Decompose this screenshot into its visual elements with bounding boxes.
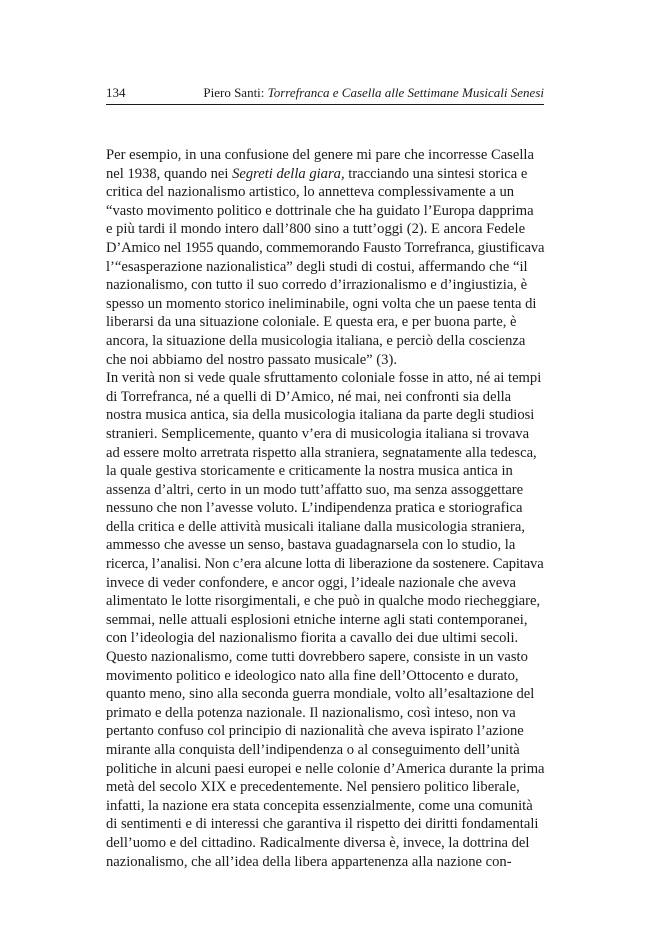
text-run: metà del secolo XIX e precedentemente. Nel pensiero politico liberale, bbox=[106, 779, 520, 796]
text-run: alimentato le lotte risorgimentali, e che può in qualche modo riecheggiare, bbox=[106, 593, 541, 610]
text-line bbox=[106, 853, 544, 872]
text-line bbox=[106, 778, 544, 797]
text-line bbox=[106, 667, 544, 686]
text-line bbox=[106, 220, 544, 239]
text-run: con l’ideologia del nazionalismo fiorita a cavallo dei due ultimi secoli. bbox=[106, 630, 519, 647]
text-run: D’Amico nel 1955 quando, commemorando Fausto Torrefranca, giustificava bbox=[106, 239, 545, 256]
text-line bbox=[106, 499, 544, 518]
text-line bbox=[106, 313, 544, 332]
text-run: In verità non si vede quale sfruttamento coloniale fosse in atto, né ai tempi bbox=[106, 370, 542, 387]
text-run: nazionalismo, che all’idea della libera appartenenza alla nazione con- bbox=[106, 853, 512, 870]
body-text bbox=[106, 146, 544, 871]
text-run: assenza d’altri, certo in un modo tutt’affatto suo, ma senza assoggettare bbox=[106, 481, 524, 498]
text-line bbox=[106, 741, 544, 760]
text-line bbox=[106, 258, 544, 277]
text-line bbox=[106, 481, 544, 500]
text-run: l’“esasperazione nazionalistica” degli studi di costui, affermando che “il bbox=[106, 258, 528, 275]
text-line bbox=[106, 425, 544, 444]
running-title-author: Piero Santi: bbox=[203, 85, 268, 100]
text-line bbox=[106, 815, 544, 834]
text-run: politiche in alcuni paesi europei e nelle colonie d’America durante la prima bbox=[106, 760, 545, 777]
text-line bbox=[106, 722, 544, 741]
text-run: di sentimenti e di interessi che garantiva il rispetto dei diritti fondamentali bbox=[106, 816, 539, 833]
text-line bbox=[106, 760, 544, 779]
text-line bbox=[106, 592, 544, 611]
text-line bbox=[106, 462, 544, 481]
text-run: quanto meno, sino alla seconda guerra mondiale, volto all’esaltazione del bbox=[106, 686, 535, 703]
text-line bbox=[106, 574, 544, 593]
text-run: critica del nazionalismo artistico, lo annetteva complessivamente a un bbox=[106, 184, 515, 201]
text-line bbox=[106, 183, 544, 202]
italic-run: Segreti della giara, bbox=[232, 165, 345, 182]
text-line bbox=[106, 369, 544, 388]
text-line bbox=[106, 276, 544, 295]
text-line bbox=[106, 555, 544, 574]
text-line bbox=[106, 834, 544, 853]
text-line bbox=[106, 332, 544, 351]
text-line bbox=[106, 685, 544, 704]
text-run: movimento politico e ideologico nato alla fine dell’Ottocento e durato, bbox=[106, 667, 519, 684]
text-run: ricerca, l’analisi. Non c’era alcune lotta di liberazione da sostenere. Capitava bbox=[106, 556, 544, 573]
text-line bbox=[106, 444, 544, 463]
text-run: di Torrefranca, né a quelli di D’Amico, né mai, nei confronti sia della bbox=[106, 388, 512, 405]
text-run: della critica e delle attività musicali italiane dalla musicologia straniera, bbox=[106, 518, 525, 535]
text-run: dell’uomo e del cittadino. Radicalmente diversa è, invece, la dottrina del bbox=[106, 834, 530, 851]
text-run: nessuno che non l’avesse voluto. L’indipendenza pratica e storiografica bbox=[106, 500, 523, 517]
text-line bbox=[106, 518, 544, 537]
text-run: pertanto confuso col principio di nazionalità che aveva ispirato l’azione bbox=[106, 723, 524, 740]
text-line bbox=[106, 202, 544, 221]
text-line bbox=[106, 704, 544, 723]
text-line bbox=[106, 388, 544, 407]
text-line bbox=[106, 165, 544, 184]
text-run: stranieri. Semplicemente, quanto v’era di musicologia italiana si trovava bbox=[106, 425, 530, 442]
text-line bbox=[106, 648, 544, 667]
header-rule bbox=[106, 104, 544, 105]
text-line bbox=[106, 295, 544, 314]
text-line bbox=[106, 146, 544, 165]
text-run: liberarsi da una situazione coloniale. E questa era, e per buona parte, è bbox=[106, 314, 517, 331]
text-run: nel 1938, quando nei bbox=[106, 165, 233, 182]
running-title-italic: Torrefranca e Casella alle Settimane Musicali Senesi bbox=[267, 85, 544, 100]
text-line bbox=[106, 406, 544, 425]
text-run: ammesso che avesse un senso, bastava guadagnarsela con lo studio, la bbox=[106, 537, 516, 554]
text-run: e più tardi il mondo intero dall’800 sino a tutt’oggi (2). E ancora Fedele bbox=[106, 221, 526, 238]
text-run: infatti, la nazione era stata concepita essenzialmente, come una comunità bbox=[106, 797, 533, 814]
running-head bbox=[106, 84, 544, 102]
text-line bbox=[106, 629, 544, 648]
text-run: Per esempio, in una confusione del genere mi pare che incorresse Casella bbox=[106, 147, 534, 163]
text-run: Questo nazionalismo, come tutti dovrebbero sapere, consiste in un vasto bbox=[106, 649, 528, 666]
running-title bbox=[203, 84, 544, 102]
text-run: ancora, la situazione della musicologia italiana, e perciò della coscienza bbox=[106, 332, 526, 349]
text-line bbox=[106, 797, 544, 816]
text-run: nazionalismo, con tutto il suo corredo d’irrazionalismo e d’ingiustizia, è bbox=[106, 277, 528, 294]
text-line bbox=[106, 239, 544, 258]
page-number: 134 bbox=[106, 85, 126, 100]
text-run: primato e della potenza nazionale. Il nazionalismo, così inteso, non va bbox=[106, 704, 516, 721]
text-run: ad essere molto arretrata rispetto alla straniera, segnatamente alla tedesca, bbox=[106, 444, 537, 461]
text-run: mirante alla conquista dell’indipendenza o al conseguimento dell’unità bbox=[106, 742, 520, 758]
text-run: semmai, nelle attuali esplosioni etniche interne agli stati contemporanei, bbox=[106, 611, 528, 628]
text-run: che noi abbiamo del nostro passato musicale” (3). bbox=[106, 351, 397, 368]
text-run: “vasto movimento politico e dottrinale che ha guidato l’Europa dapprima bbox=[106, 202, 534, 219]
text-run: invece di veder confondere, e ancor oggi, l’ideale nazionale che aveva bbox=[106, 574, 517, 591]
text-run: la quale gestiva storicamente e criticamente la nostra musica antica in bbox=[106, 463, 513, 480]
text-run: tracciando una sintesi storica e bbox=[344, 165, 528, 182]
text-run: spesso un momento storico ineliminabile, ogni volta che un paese tenta di bbox=[106, 295, 537, 312]
text-line bbox=[106, 611, 544, 630]
text-line bbox=[106, 351, 544, 370]
text-line bbox=[106, 536, 544, 555]
text-run: nostra musica antica, sia della musicologia italiana da parte degli studiosi bbox=[106, 407, 535, 424]
